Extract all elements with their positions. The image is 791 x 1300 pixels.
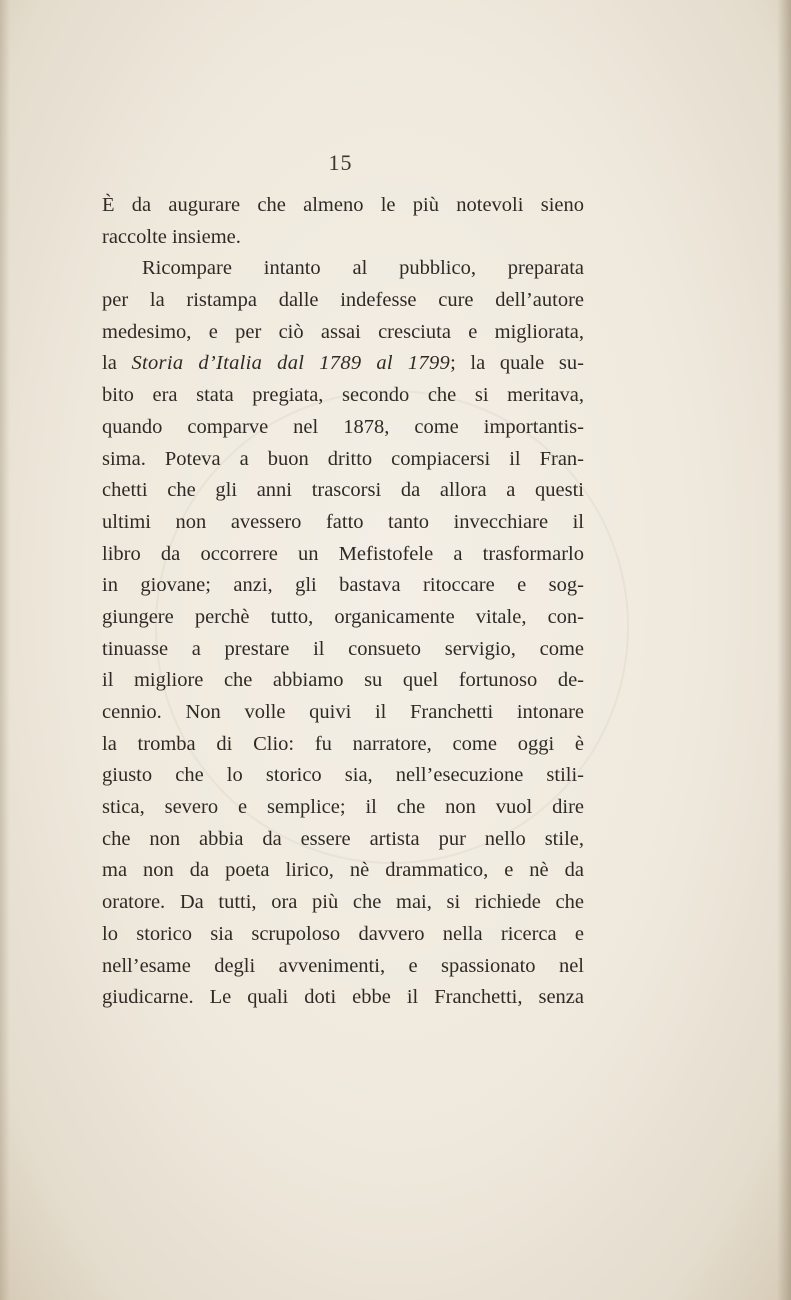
text-line: stica, severo e semplice; il che non vuol dire	[102, 796, 584, 819]
text-line: lo storico sia scrupoloso davvero nella ricerca e	[102, 922, 584, 945]
text-line: bito era stata pregiata, secondo che si meritava,	[102, 384, 584, 407]
text-line: È da augurare che almeno le più notevoli sieno	[102, 194, 584, 216]
text-line: per la ristampa dalle indefesse cure dell’autore	[102, 289, 584, 312]
text-fragment: ; la quale su-	[450, 352, 584, 375]
text-line: nell’esame degli avvenimenti, e spassionato nel	[102, 954, 584, 977]
text-line: giudicarne. Le quali doti ebbe il Franchetti, senza	[102, 986, 584, 1009]
text-line: oratore. Da tutti, ora più che mai, si richiede che	[102, 891, 584, 914]
text-line: sima. Poteva a buon dritto compiacersi il Fran-	[102, 447, 584, 470]
text-line: Ricompare intanto al pubblico, preparata	[142, 257, 584, 280]
page-left-shadow	[0, 0, 10, 1300]
text-line: la tromba di Clio: fu narratore, come oggi è	[102, 732, 584, 755]
body-text	[102, 190, 584, 1014]
text-line: cennio. Non volle quivi il Franchetti intonare	[102, 701, 584, 723]
text-line: giusto che lo storico sia, nell’esecuzione stili-	[102, 764, 584, 787]
text-line: che non abbia da essere artista pur nello stile,	[102, 827, 584, 850]
text-line: quando comparve nel 1878, come importantis-	[102, 415, 584, 438]
text-line: il migliore che abbiamo su quel fortunoso de-	[102, 669, 584, 692]
text-line: tinuasse a prestare il consueto servigio, come	[102, 637, 584, 660]
italic-book-title: Storia d’Italia dal 1789 al 1799	[131, 352, 451, 375]
text-line: medesimo, e per ciò assai cresciuta e migliorata,	[102, 320, 584, 343]
text-line: ma non da poeta lirico, nè drammatico, e nè da	[102, 859, 584, 882]
text-line	[102, 348, 584, 380]
text-line: chetti che gli anni trascorsi da allora a questi	[102, 479, 584, 502]
text-line: ultimi non avessero fatto tanto invecchiare il	[102, 510, 584, 533]
text-line: in giovane; anzi, gli bastava ritoccare e sog-	[102, 574, 584, 597]
text-fragment: la	[102, 352, 132, 375]
text-line: libro da occorrere un Mefistofele a trasformarlo	[102, 542, 584, 565]
page-right-shadow	[777, 0, 791, 1300]
text-line: raccolte insieme.	[102, 225, 241, 248]
text-line: giungere perchè tutto, organicamente vitale, con-	[102, 605, 584, 628]
page-number: 15	[328, 150, 353, 175]
